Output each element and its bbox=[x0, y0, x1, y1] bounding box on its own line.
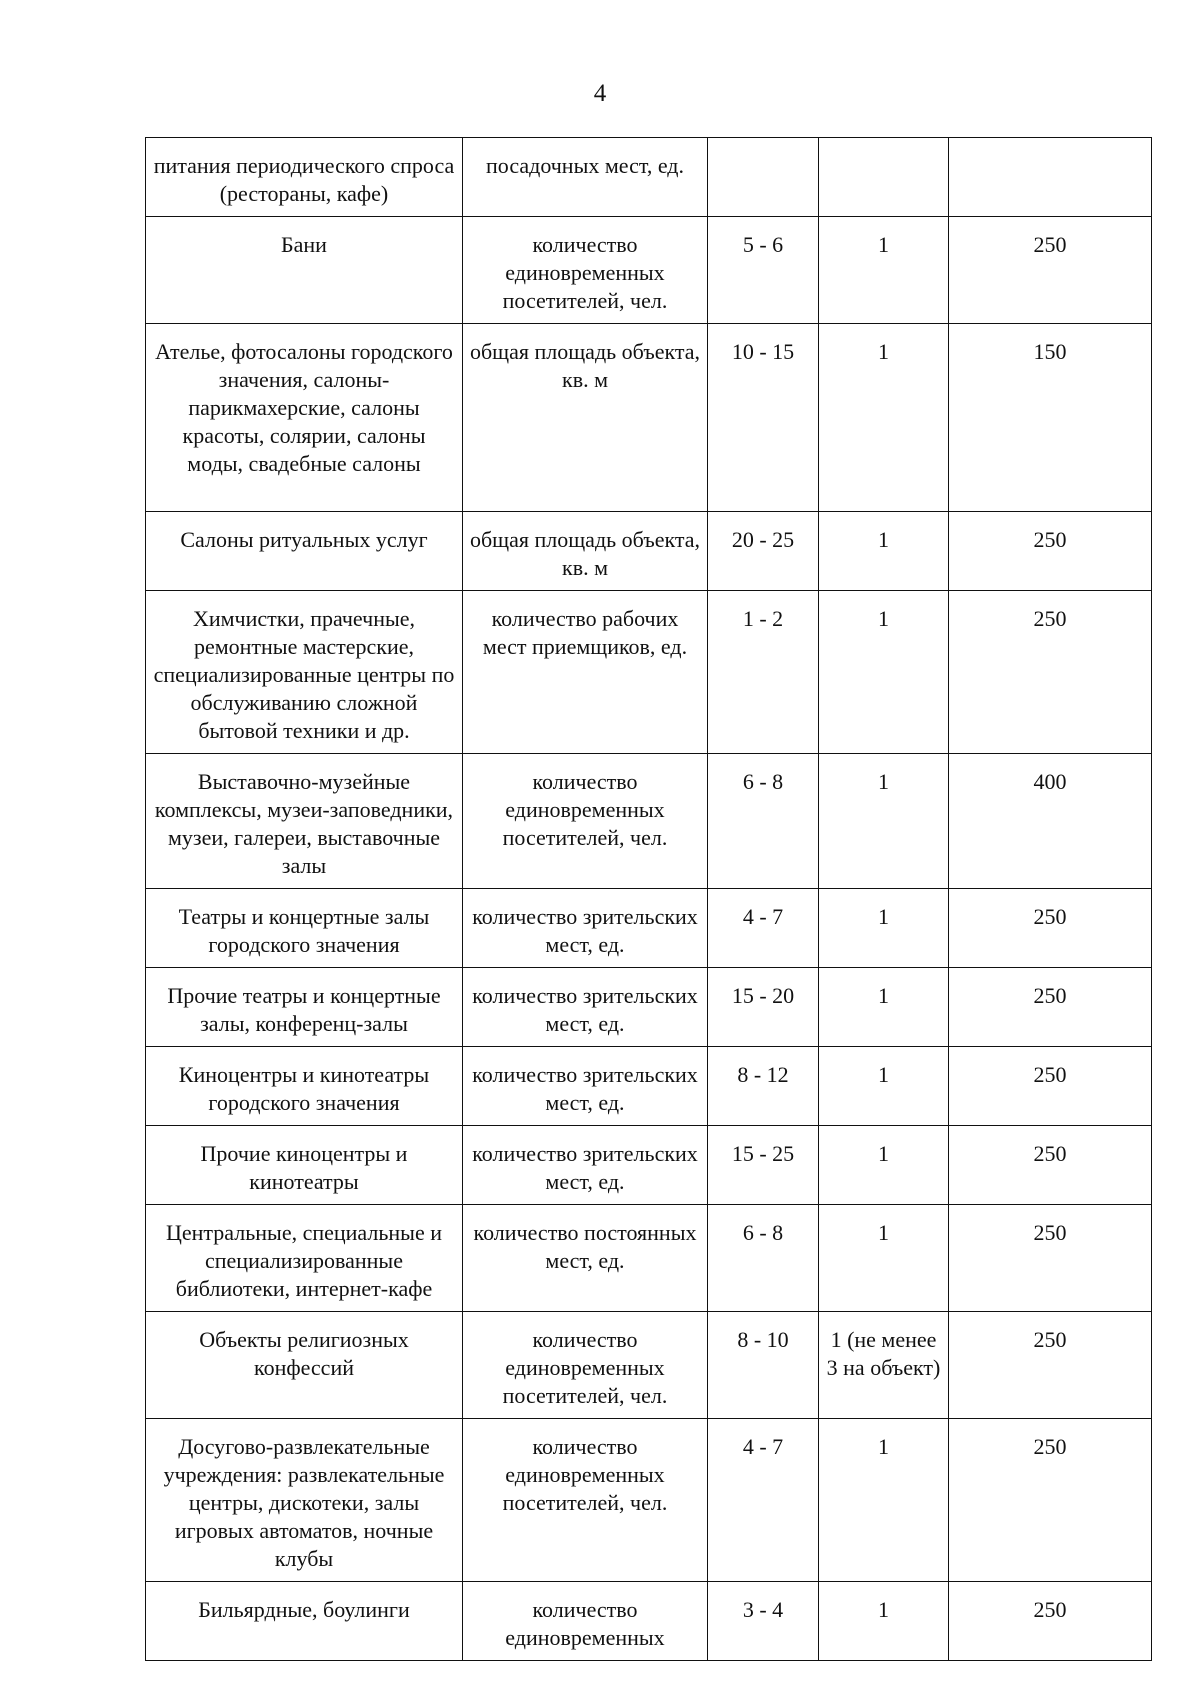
table-row bbox=[146, 1205, 1152, 1312]
norm-cell: 20 - 25 bbox=[708, 512, 819, 591]
table-row bbox=[146, 1582, 1152, 1661]
unit-cell: количество единовременных посетителей, чел. bbox=[463, 217, 708, 324]
unit-cell: посадочных мест, ед. bbox=[463, 138, 708, 217]
spaces-cell: 1 bbox=[819, 324, 949, 512]
unit-cell: количество единовременных посетителей, чел. bbox=[463, 1419, 708, 1582]
table-row bbox=[146, 1047, 1152, 1126]
distance-cell: 250 bbox=[949, 512, 1152, 591]
norms-table bbox=[145, 137, 1152, 1661]
object-cell: Бани bbox=[146, 217, 463, 324]
table-row bbox=[146, 217, 1152, 324]
norm-cell: 15 - 20 bbox=[708, 968, 819, 1047]
object-cell: Прочие киноцентры и кинотеатры bbox=[146, 1126, 463, 1205]
distance-cell: 250 bbox=[949, 217, 1152, 324]
object-cell: Бильярдные, боулинги bbox=[146, 1582, 463, 1661]
unit-cell: количество зрительских мест, ед. bbox=[463, 1126, 708, 1205]
spaces-cell: 1 bbox=[819, 754, 949, 889]
object-cell: Салоны ритуальных услуг bbox=[146, 512, 463, 591]
unit-cell: общая площадь объекта, кв. м bbox=[463, 324, 708, 512]
distance-cell: 250 bbox=[949, 1047, 1152, 1126]
norm-cell: 4 - 7 bbox=[708, 889, 819, 968]
norm-cell: 4 - 7 bbox=[708, 1419, 819, 1582]
norm-cell: 8 - 12 bbox=[708, 1047, 819, 1126]
table-row bbox=[146, 591, 1152, 754]
spaces-cell: 1 bbox=[819, 1047, 949, 1126]
table-row bbox=[146, 138, 1152, 217]
spaces-cell: 1 bbox=[819, 217, 949, 324]
distance-cell: 250 bbox=[949, 1205, 1152, 1312]
object-cell: Центральные, специальные и специализированные библиотеки, интернет-кафе bbox=[146, 1205, 463, 1312]
norm-cell: 6 - 8 bbox=[708, 754, 819, 889]
object-cell: Объекты религиозных конфессий bbox=[146, 1312, 463, 1419]
norm-cell: 1 - 2 bbox=[708, 591, 819, 754]
object-cell: Ателье, фотосалоны городского значения, салоны-парикмахерские, салоны красоты, солярии, салоны моды, свадебные салоны bbox=[146, 324, 463, 512]
spaces-cell: 1 bbox=[819, 1126, 949, 1205]
table-row bbox=[146, 324, 1152, 512]
object-cell: питания периодического спроса (рестораны, кафе) bbox=[146, 138, 463, 217]
distance-cell: 400 bbox=[949, 754, 1152, 889]
norm-cell: 6 - 8 bbox=[708, 1205, 819, 1312]
norm-cell: 5 - 6 bbox=[708, 217, 819, 324]
unit-cell: количество единовременных bbox=[463, 1582, 708, 1661]
unit-cell: количество зрительских мест, ед. bbox=[463, 889, 708, 968]
table-row bbox=[146, 1312, 1152, 1419]
unit-cell: количество единовременных посетителей, чел. bbox=[463, 1312, 708, 1419]
spaces-cell: 1 bbox=[819, 1419, 949, 1582]
distance-cell: 250 bbox=[949, 1126, 1152, 1205]
object-cell: Театры и концертные залы городского значения bbox=[146, 889, 463, 968]
unit-cell: количество рабочих мест приемщиков, ед. bbox=[463, 591, 708, 754]
table-row bbox=[146, 512, 1152, 591]
table-row bbox=[146, 754, 1152, 889]
spaces-cell: 1 bbox=[819, 889, 949, 968]
norm-cell bbox=[708, 138, 819, 217]
distance-cell: 250 bbox=[949, 1312, 1152, 1419]
page-number: 4 bbox=[593, 80, 607, 107]
object-cell: Досугово-развлекательные учреждения: развлекательные центры, дискотеки, залы игровых автоматов, ночные клубы bbox=[146, 1419, 463, 1582]
distance-cell: 250 bbox=[949, 1582, 1152, 1661]
object-cell: Химчистки, прачечные, ремонтные мастерские, специализированные центры по обслуживанию сложной бытовой техники и др. bbox=[146, 591, 463, 754]
unit-cell: общая площадь объекта, кв. м bbox=[463, 512, 708, 591]
spaces-cell: 1 bbox=[819, 968, 949, 1047]
object-cell: Выставочно-музейные комплексы, музеи-заповедники, музеи, галереи, выставочные залы bbox=[146, 754, 463, 889]
unit-cell: количество постоянных мест, ед. bbox=[463, 1205, 708, 1312]
table-row bbox=[146, 1419, 1152, 1582]
table-row bbox=[146, 889, 1152, 968]
distance-cell: 250 bbox=[949, 889, 1152, 968]
distance-cell bbox=[949, 138, 1152, 217]
distance-cell: 250 bbox=[949, 968, 1152, 1047]
object-cell: Прочие театры и концертные залы, конференц-залы bbox=[146, 968, 463, 1047]
spaces-cell bbox=[819, 138, 949, 217]
spaces-cell: 1 bbox=[819, 1582, 949, 1661]
distance-cell: 250 bbox=[949, 591, 1152, 754]
spaces-cell: 1 (не менее 3 на объект) bbox=[819, 1312, 949, 1419]
norm-cell: 8 - 10 bbox=[708, 1312, 819, 1419]
distance-cell: 250 bbox=[949, 1419, 1152, 1582]
unit-cell: количество зрительских мест, ед. bbox=[463, 968, 708, 1047]
table-row bbox=[146, 968, 1152, 1047]
spaces-cell: 1 bbox=[819, 512, 949, 591]
norm-cell: 10 - 15 bbox=[708, 324, 819, 512]
norm-cell: 15 - 25 bbox=[708, 1126, 819, 1205]
spaces-cell: 1 bbox=[819, 1205, 949, 1312]
object-cell: Киноцентры и кинотеатры городского значения bbox=[146, 1047, 463, 1126]
norm-cell: 3 - 4 bbox=[708, 1582, 819, 1661]
unit-cell: количество единовременных посетителей, чел. bbox=[463, 754, 708, 889]
unit-cell: количество зрительских мест, ед. bbox=[463, 1047, 708, 1126]
table-row bbox=[146, 1126, 1152, 1205]
distance-cell: 150 bbox=[949, 324, 1152, 512]
spaces-cell: 1 bbox=[819, 591, 949, 754]
